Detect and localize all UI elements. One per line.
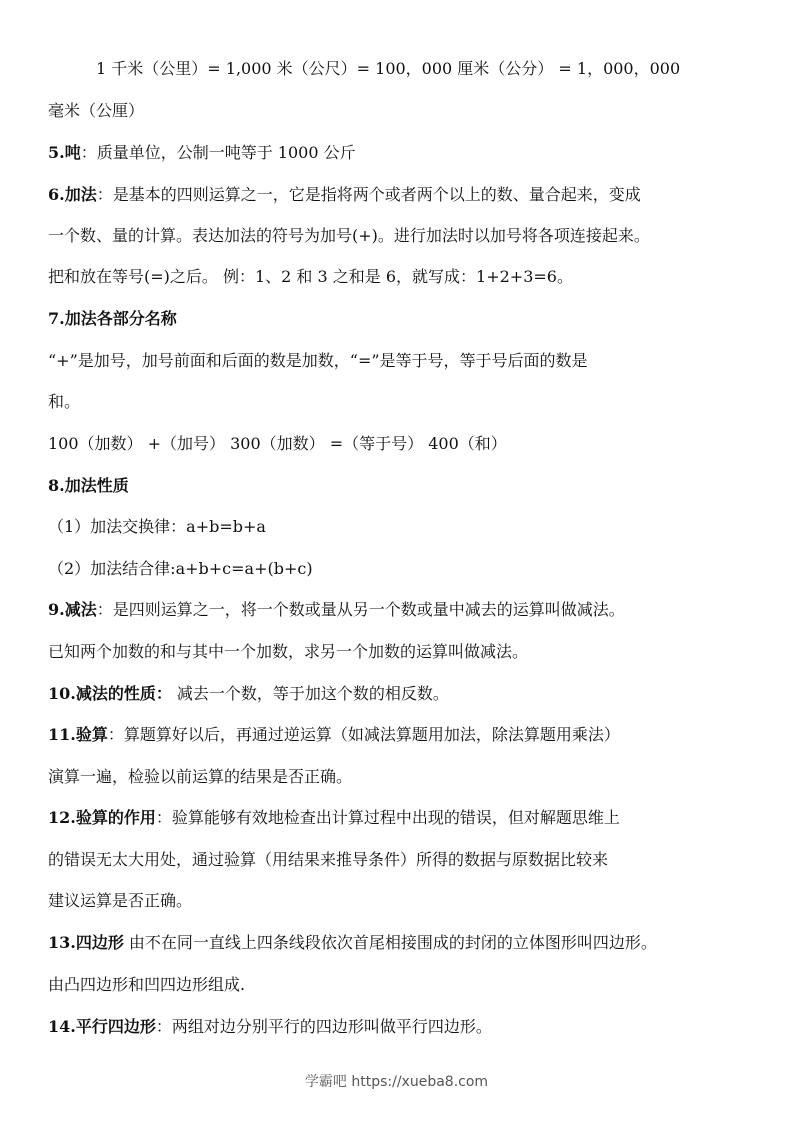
section-heading xyxy=(48,309,778,329)
term-heading: 14.平行四边形 xyxy=(48,1017,156,1036)
text-line xyxy=(48,642,778,662)
line-text: （2）加法结合律:a+b+c=a+(b+c) xyxy=(48,559,313,578)
text-line xyxy=(48,101,778,121)
term-heading: 7.加法各部分名称 xyxy=(48,309,177,328)
term-heading: 13.四边形 xyxy=(48,933,124,952)
line-text: 和。 xyxy=(48,392,81,411)
line-text: “+”是加号，加号前面和后面的数是加数，“=”是等于号，等于号后面的数是 xyxy=(48,351,588,370)
line-text: 1 千米（公里）= 1,000 米（公尺）= 100，000 厘米（公分） = 1，000，000 xyxy=(96,59,681,78)
line-text: ：质量单位，公制一吨等于 1000 公斤 xyxy=(80,143,356,162)
definition-line xyxy=(48,1017,778,1037)
section-heading xyxy=(48,476,778,496)
line-text: 演算一遍，检验以前运算的结果是否正确。 xyxy=(48,767,353,786)
line-text: 由凸四边形和凹四边形组成. xyxy=(48,975,246,994)
text-line xyxy=(48,434,778,454)
term-heading: 6.加法 xyxy=(48,185,97,204)
definition-line xyxy=(48,600,778,620)
term-heading: 11.验算 xyxy=(48,725,108,744)
definition-line xyxy=(48,725,778,745)
text-line xyxy=(48,559,778,579)
definition-line xyxy=(48,684,778,704)
text-line xyxy=(48,267,778,287)
footer-watermark: 学霸吧 https://xueba8.com xyxy=(304,1074,489,1090)
text-line xyxy=(48,767,778,787)
line-text: 的错误无太大用处，通过验算（用结果来推导条件）所得的数据与原数据比较来 xyxy=(48,850,609,869)
text-line xyxy=(48,891,778,911)
line-text: （1）加法交换律：a+b=b+a xyxy=(48,517,266,536)
term-heading: 12.验算的作用 xyxy=(48,808,156,827)
line-text: 毫米（公厘） xyxy=(48,101,145,120)
definition-line xyxy=(48,933,778,953)
line-text: 100（加数） +（加号） 300（加数） =（等于号） 400（和） xyxy=(48,434,507,453)
definition-line xyxy=(48,808,778,828)
definition-line xyxy=(48,143,778,163)
line-text: 把和放在等号(=)之后。 例：1、2 和 3 之和是 6，就写成：1+2+3=6。 xyxy=(48,267,573,286)
definition-line xyxy=(48,185,778,205)
text-line xyxy=(96,59,780,79)
text-line xyxy=(48,975,778,995)
line-text: ：两组对边分别平行的四边形叫做平行四边形。 xyxy=(155,1017,492,1036)
text-line xyxy=(48,351,778,371)
line-text: 减去一个数，等于加这个数的相反数。 xyxy=(171,684,449,703)
line-text: ：是基本的四则运算之一，它是指将两个或者两个以上的数、量合起来，变成 xyxy=(96,185,641,204)
text-line xyxy=(48,226,778,246)
term-heading: 5.吨 xyxy=(48,143,81,162)
text-line xyxy=(48,392,778,412)
line-text: 建议运算是否正确。 xyxy=(48,891,193,910)
text-line xyxy=(48,517,778,537)
line-text: 已知两个加数的和与其中一个加数，求另一个加数的运算叫做减法。 xyxy=(48,642,529,661)
line-text: ：算题算好以后，再通过逆运算（如减法算题用加法，除法算题用乘法） xyxy=(107,725,620,744)
line-text: ：验算能够有效地检查出计算过程中出现的错误，但对解题思维上 xyxy=(155,808,620,827)
term-heading: 10.减法的性质： xyxy=(48,684,172,703)
term-heading: 9.减法 xyxy=(48,600,97,619)
term-heading: 8.加法性质 xyxy=(48,476,129,495)
line-text: 由不在同一直线上四条线段依次首尾相接围成的封闭的立体图形叫四边形。 xyxy=(123,933,657,952)
line-text: 一个数、量的计算。表达加法的符号为加号(+)。进行加法时以加号将各项连接起来。 xyxy=(48,226,650,245)
line-text: ：是四则运算之一，将一个数或量从另一个数或量中减去的运算叫做减法。 xyxy=(96,600,625,619)
text-line xyxy=(48,850,778,870)
